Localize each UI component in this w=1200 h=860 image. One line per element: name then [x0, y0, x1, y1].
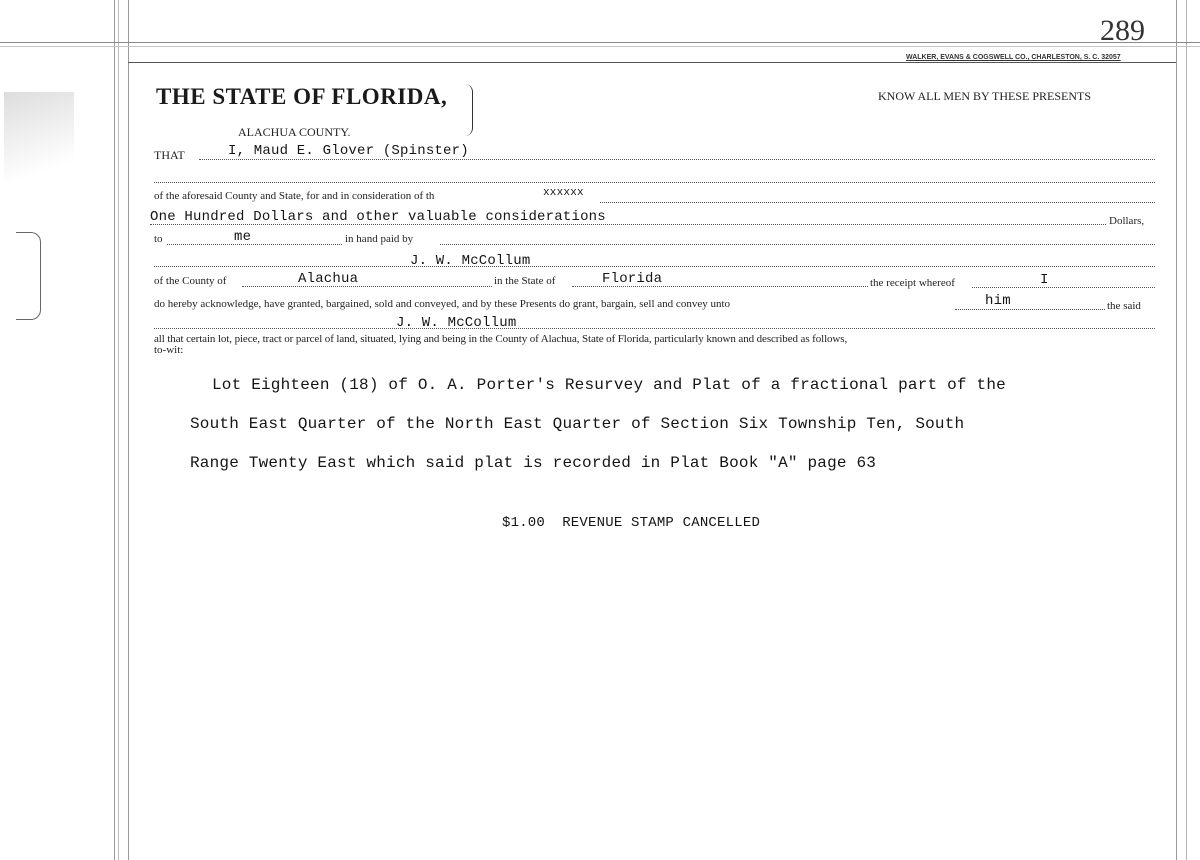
that-dots: [199, 159, 1155, 160]
receipt-value: I: [1040, 272, 1049, 288]
description-line-2: South East Quarter of the North East Quarter of Section Six Township Ten, South: [190, 415, 965, 433]
grantee-name: J. W. McCollum: [396, 315, 517, 331]
grantor-name: I, Maud E. Glover (Spinster): [228, 143, 469, 159]
that-label: THAT: [154, 148, 185, 162]
to-dots: [167, 244, 342, 245]
state-label: in the State of: [494, 275, 556, 287]
amount-text: One Hundred Dollars and other valuable considerations: [150, 209, 606, 225]
grantee-dots: [154, 328, 1155, 329]
payer-dots: [154, 266, 1155, 267]
top-rule-2: [0, 46, 1200, 47]
county-heading: ALACHUA COUNTY.: [238, 125, 351, 139]
page-number: 289: [1100, 14, 1145, 47]
county-value: Alachua: [298, 271, 359, 287]
binder-hole: [16, 232, 41, 320]
struck-text: xxxxxx: [543, 187, 584, 199]
header-rule: [128, 62, 1176, 63]
printer-imprint: WALKER, EVANS & COGSWELL CO., CHARLESTON, S. C. 32057: [906, 54, 1121, 61]
right-margin-line: [1176, 0, 1177, 860]
left-margin-line-inner: [118, 0, 119, 860]
paid-by-dots: [440, 244, 1155, 245]
state-value: Florida: [602, 271, 663, 287]
right-margin-line-2: [1186, 0, 1187, 860]
state-heading: THE STATE OF FLORIDA,: [156, 84, 448, 109]
county-label: of the County of: [154, 275, 227, 287]
county-dots: [242, 286, 492, 287]
conveys-dots: [955, 309, 1105, 310]
scan-smudge: [4, 92, 74, 202]
receipt-dots: [972, 287, 1155, 288]
land-line-2: to-wit:: [154, 344, 184, 356]
to-value: me: [234, 229, 252, 245]
header-brace: [462, 84, 473, 136]
consideration-label: of the aforesaid County and State, for and in consideration of th: [154, 190, 435, 202]
paid-by-label: in hand paid by: [345, 233, 414, 245]
conveys-value: him: [985, 293, 1011, 309]
top-rule: [0, 42, 1200, 43]
receipt-label: the receipt whereof: [870, 277, 955, 289]
dollars-label: Dollars,: [1109, 215, 1145, 227]
blank-line-1: [154, 182, 1155, 183]
amount-dots: [150, 224, 1106, 225]
payer-name: J. W. McCollum: [410, 253, 531, 269]
the-said-label: the said: [1107, 300, 1141, 312]
description-line-3: Range Twenty East which said plat is recorded in Plat Book "A" page 63: [190, 454, 877, 472]
description-line-1: Lot Eighteen (18) of O. A. Porter's Resurvey and Plat of a fractional part of the: [212, 376, 1006, 394]
left-margin-line: [114, 0, 115, 860]
revenue-stamp-note: $1.00 REVENUE STAMP CANCELLED: [502, 515, 761, 531]
left-margin-line-2: [128, 0, 129, 860]
to-label: to: [154, 233, 163, 245]
consideration-dots: [600, 202, 1155, 203]
conveys-label: do hereby acknowledge, have granted, bargained, sold and conveyed, and by these Presents do grant, bargain, sell and convey unto: [154, 298, 731, 310]
know-all-heading: KNOW ALL MEN BY THESE PRESENTS: [878, 89, 1092, 103]
land-line-1: all that certain lot, piece, tract or parcel of land, situated, lying and being in the County of Alachua, State of Florida, particularly known and described as follows,: [154, 333, 848, 345]
